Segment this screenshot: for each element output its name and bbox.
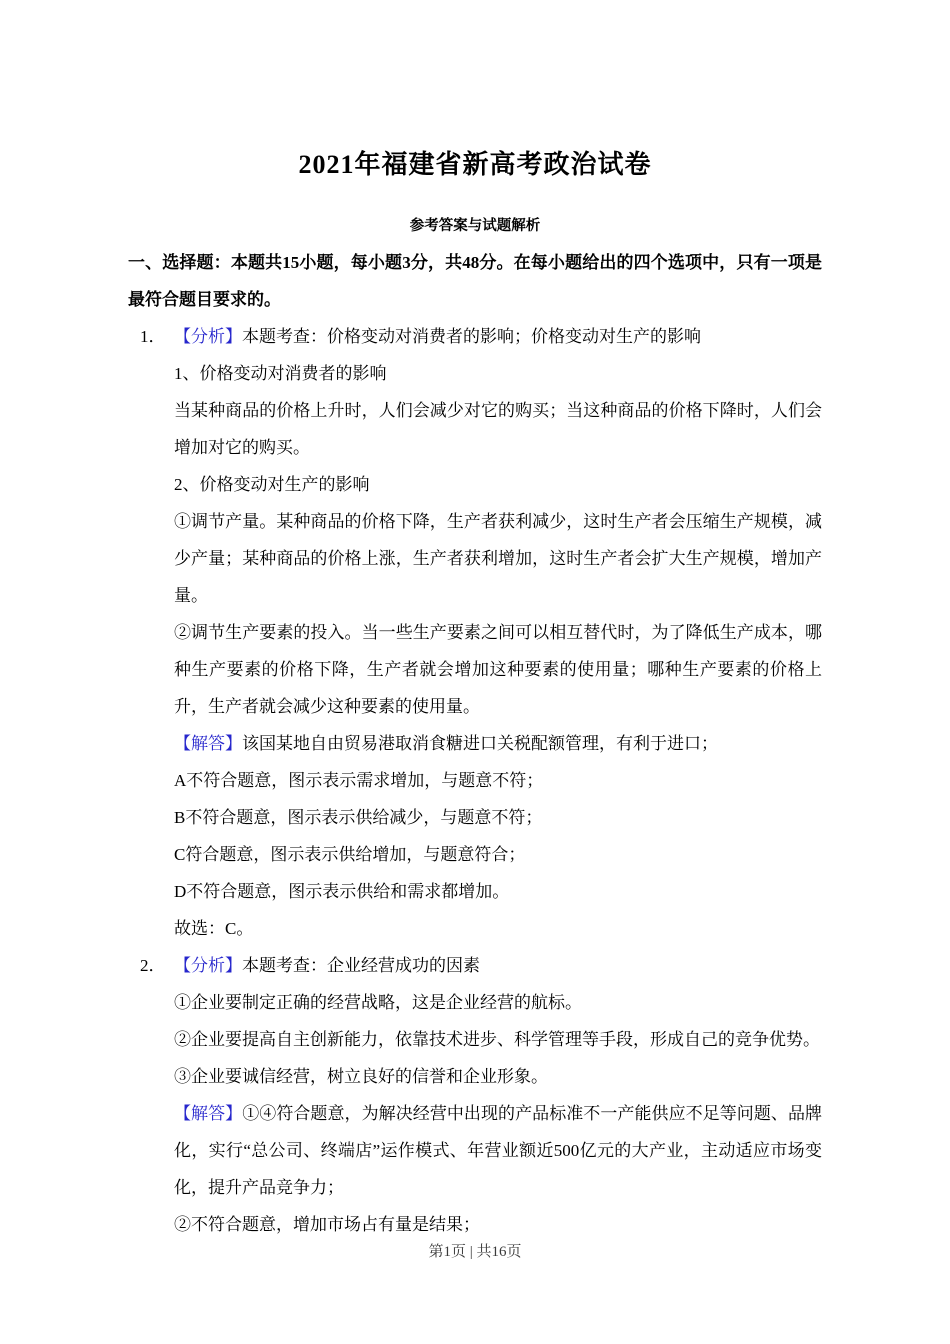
page-footer: 第1页 | 共16页 [428, 1244, 522, 1260]
answer-label: 【解答】 [174, 734, 242, 753]
question-2-analysis-paragraph: ②企业要提高自主创新能力，依靠技术进步、科学管理等手段，形成自己的竞争优势。 [174, 1030, 820, 1049]
analysis-label: 【分析】 [174, 327, 242, 346]
question-2-analysis-intro [174, 947, 822, 984]
page-title: 2021年福建省新高考政治试卷 [298, 150, 652, 179]
answer-intro-text: ①④符合题意，为解决经营中出现的产品标准不一产能供应不足等问题、品牌化，实行“总公司、终端店”运作模式、年营业额近500亿元的大产业，主动适应市场变化，提升产品竞争力； [174, 1104, 823, 1197]
question-1-analysis-paragraph: 当某种商品的价格上升时，人们会减少对它的购买；当这种商品的价格下降时，人们会增加对它的购买。 [174, 401, 822, 457]
question-2-number: 2． [140, 956, 166, 975]
question-1-analysis-paragraph: ①调节产量。某种商品的价格下降，生产者获利减少，这时生产者会压缩生产规模，减少产量；某种商品的价格上涨，生产者获利增加，这时生产者会扩大生产规模，增加产量。 [174, 512, 822, 605]
question-1-analysis-paragraph: 1、价格变动对消费者的影响 [174, 364, 387, 383]
question-1-answer-paragraph: A不符合题意，图示表示需求增加，与题意不符； [174, 771, 544, 790]
answer-label: 【解答】 [174, 1104, 243, 1123]
analysis-label: 【分析】 [174, 956, 242, 975]
question-1-number: 1． [140, 327, 166, 346]
question-1 [128, 318, 822, 947]
section-heading: 一、选择题：本题共15小题，每小题3分，共48分。在每小题给出的四个选项中，只有一项是最符合题目要求的。 [128, 253, 822, 309]
question-1-answer-paragraph: D不符合题意，图示表示供给和需求都增加。 [174, 882, 510, 901]
analysis-intro-text: 本题考查：价格变动对消费者的影响；价格变动对生产的影响 [242, 327, 701, 346]
question-2 [128, 947, 822, 1243]
question-1-analysis-intro [174, 318, 822, 355]
question-1-answer-intro [174, 725, 822, 762]
answer-intro-text: 该国某地自由贸易港取消食糖进口关税配额管理，有利于进口； [242, 734, 718, 753]
question-2-answer-intro [174, 1095, 822, 1206]
page-subtitle: 参考答案与试题解析 [409, 218, 541, 234]
question-1-answer-paragraph: C符合题意，图示表示供给增加，与题意符合； [174, 845, 526, 864]
question-1-analysis-paragraph: ②调节生产要素的投入。当一些生产要素之间可以相互替代时，为了降低生产成本，哪种生产要素的价格下降，生产者就会增加这种要素的使用量；哪种生产要素的价格上升，生产者就会减少这种要素的使用量。 [174, 623, 822, 716]
question-2-analysis-paragraph: ①企业要制定正确的经营战略，这是企业经营的航标。 [174, 993, 582, 1012]
question-1-analysis-paragraph: 2、价格变动对生产的影响 [174, 475, 370, 494]
question-2-answer-paragraph: ②不符合题意，增加市场占有量是结果； [174, 1215, 480, 1234]
question-2-analysis-paragraph: ③企业要诚信经营，树立良好的信誉和企业形象。 [174, 1067, 548, 1086]
question-1-answer-conclusion: 故选：C。 [174, 919, 254, 938]
question-1-answer-paragraph: B不符合题意，图示表示供给减少，与题意不符； [174, 808, 543, 827]
analysis-intro-text: 本题考查：企业经营成功的因素 [242, 956, 480, 975]
